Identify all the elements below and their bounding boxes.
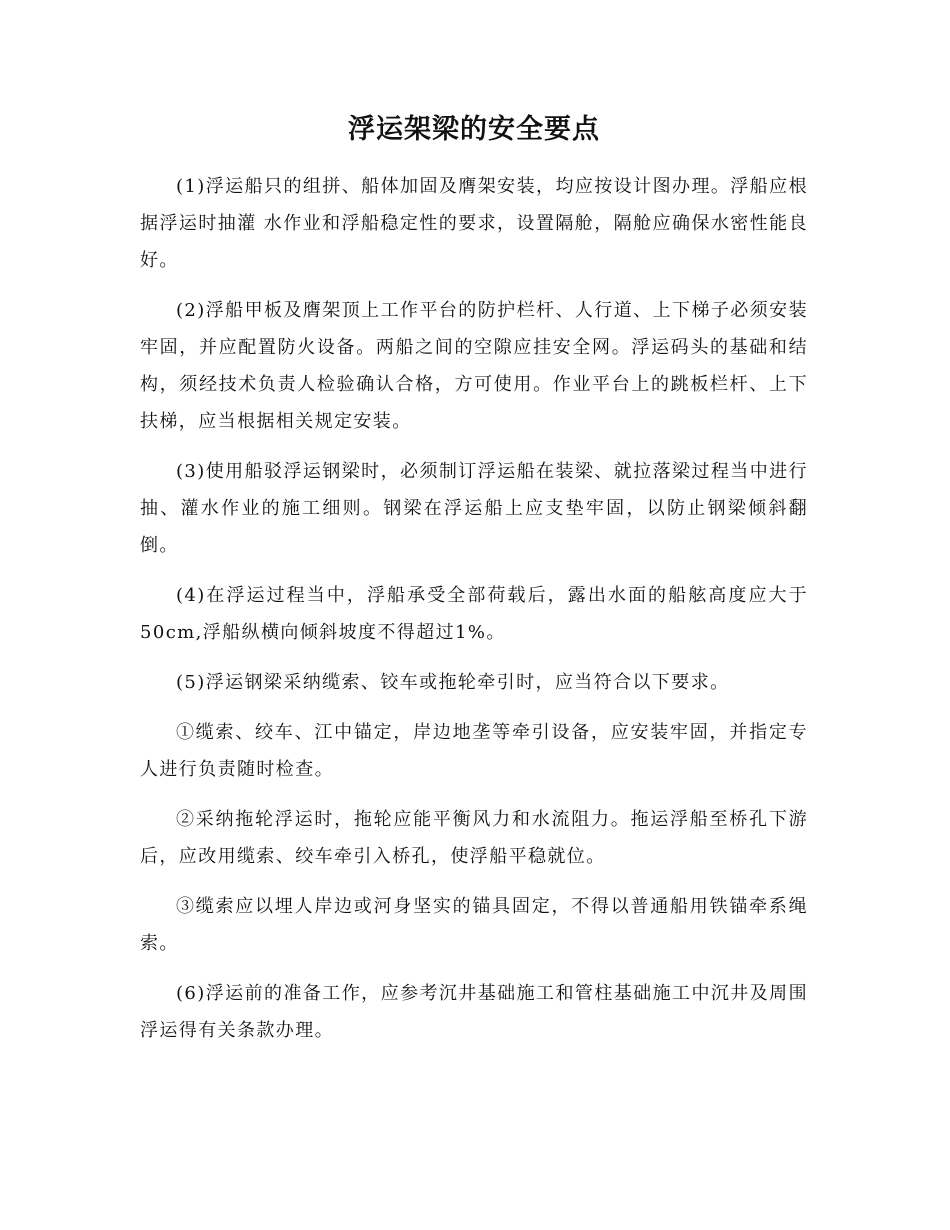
paragraph-5: (5)浮运钢梁采纳缆索、铰车或拖轮牵引时，应当符合以下要求。 (176, 672, 730, 693)
paragraph-5-item-2: ②采纳拖轮浮运时，拖轮应能平衡风力和水流阻力。拖运浮船至桥孔下游后，应改用缆索、绞车牵引入桥孔，使浮船平稳就位。 (140, 809, 808, 867)
paragraph-1: (1)浮运船只的组拼、船体加固及膺架安装，均应按设计图办理。浮船应根据浮运时抽灌 水作业和浮船稳定性的要求，设置隔舱，隔舱应确保水密性能良好。 (140, 176, 808, 271)
paragraph-2: (2)浮船甲板及膺架顶上工作平台的防护栏杆、人行道、上下梯子必须安装牢固，并应配置防火设备。两船之间的空隙应挂安全网。浮运码头的基础和结构，须经技术负责人检验确认合格，方可使用。作业平台上的跳板栏杆、上下扶梯，应当根据相关规定安装。 (140, 300, 808, 432)
document-title: 浮运架梁的安全要点 (348, 114, 600, 145)
paragraph-5-item-3: ③缆索应以埋人岸边或河身坚实的锚具固定，不得以普通船用铁锚牵系绳索。 (140, 896, 808, 954)
paragraph-3: (3)使用船驳浮运钢梁时，必须制订浮运船在装梁、就拉落梁过程当中进行抽、灌水作业的施工细则。钢梁在浮运船上应支垫牢固，以防止钢梁倾斜翻倒。 (140, 461, 808, 556)
document-page (140, 110, 808, 1062)
paragraph-4: (4)在浮运过程当中，浮船承受全部荷载后，露出水面的船舷高度应大于50cm,浮船纵横向倾斜坡度不得超过1%。 (140, 585, 808, 643)
paragraph-5-item-1: ①缆索、绞车、江中锚定，岸边地垄等牵引设备，应安装牢固，并指定专人进行负责随时检查。 (140, 722, 808, 780)
paragraph-6: (6)浮运前的准备工作，应参考沉井基础施工和管柱基础施工中沉井及周围浮运得有关条款办理。 (140, 983, 808, 1041)
